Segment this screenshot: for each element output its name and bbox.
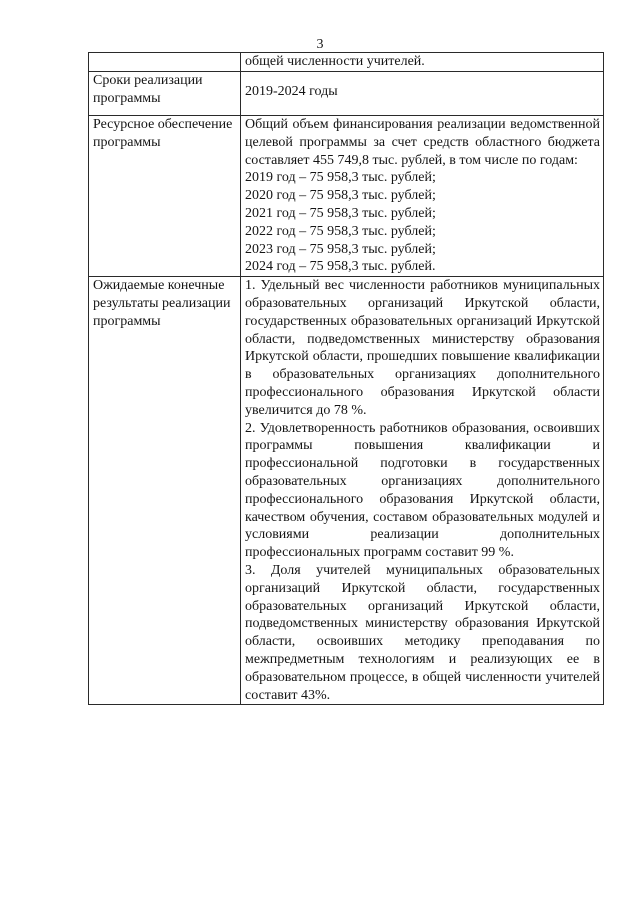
table-row-terms [89,72,604,116]
continuation-text-cell: общей численности учителей. [241,53,604,72]
resources-year-2023: 2023 год – 75 958,3 тыс. рублей; [245,241,436,257]
resources-year-2022: 2022 год – 75 958,3 тыс. рублей; [245,223,436,239]
resources-intro-text: Общий объем финансирования реализации ведомственной целевой программы за счет средств областного бюджета составляет 455 749,8 тыс. рублей, в том числе по годам: [245,117,600,168]
program-passport-table [88,52,604,705]
resources-year-2020: 2020 год – 75 958,3 тыс. рублей; [245,188,436,204]
table-row-continuation [89,53,604,72]
result-item-1: 1. Удельный вес численности работников муниципальных образовательных организаций Иркутской области, государственных образовательных организаций Иркутской области, подведомственных министерству образования Иркутской области, прошедших повышение квалификации в образовательных организациях дополнительного профессионального образования Иркутской области увеличится до 78 %. [245,278,600,418]
resources-content [241,116,604,277]
resources-year-2024: 2024 год – 75 958,3 тыс. рублей. [245,259,436,275]
terms-value: 2019-2024 годы [241,72,604,116]
table-row-resources [89,116,604,277]
continuation-label-cell [89,53,241,72]
result-item-2: 2. Удовлетворенность работников образования, освоивших программы повышения квалификации и профессиональной подготовки в государственных образовательных организациях дополнительного профессионального образования Иркутской области, качеством обучения, составом образовательных модулей и условиями реализации дополнительных профессиональных программ составит 99 %. [245,420,600,561]
resources-year-2021: 2021 год – 75 958,3 тыс. рублей; [245,205,436,221]
terms-label: Сроки реализации программы [89,72,241,116]
result-item-3: 3. Доля учителей муниципальных образовательных организаций Иркутской области, государственных образовательных организаций Иркутской области, подведомственных министерству образования Иркутской области, освоивших методику преподавания по межпредметным технологиям и реализующих ее в образовательном процессе, в общей численности учителей составит 43%. [245,562,600,703]
results-content [241,277,604,705]
table-row-results [89,277,604,705]
results-label: Ожидаемые конечные результаты реализации программы [89,277,241,705]
resources-label: Ресурсное обеспечение программы [89,116,241,277]
page-number: 3 [316,37,324,52]
resources-year-2019: 2019 год – 75 958,3 тыс. рублей; [245,170,436,186]
